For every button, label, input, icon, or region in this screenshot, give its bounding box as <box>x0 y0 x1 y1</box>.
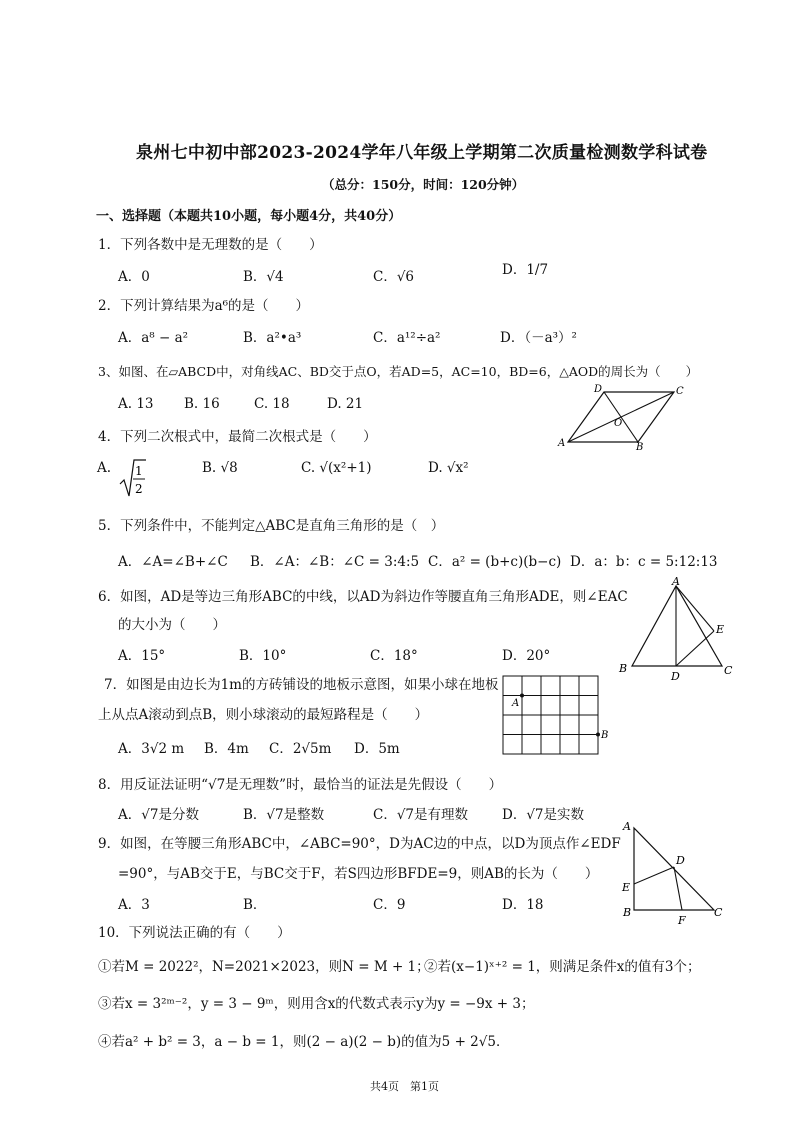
q3-label-o: O <box>614 418 623 429</box>
q2-option-c: C．a¹²÷a² <box>373 330 441 346</box>
q10-statement-3: ③若x = 3²ᵐ⁻²，y = 3 − 9ᵐ，则用含x的代数式表示y为y = −9x + 3； <box>98 996 535 1012</box>
q6-label-a: A <box>672 575 680 588</box>
q8-option-a: A．√7是分数 <box>118 807 199 823</box>
q1-option-c: C．√6 <box>373 269 415 285</box>
q6-triangle-figure <box>612 574 742 684</box>
q9-stem-line1: 9．如图，在等腰三角形ABC中，∠ABC=90°，D为AC边的中点，以D为顶点作∠EDF <box>98 836 621 852</box>
q9-triangle-figure <box>618 818 730 928</box>
q3-label-d: D <box>594 384 603 395</box>
q3-option-b: B. 16 <box>184 396 220 412</box>
q3-label-a: A <box>558 438 566 449</box>
svg-text:2: 2 <box>135 482 143 496</box>
q5-option-d: D．a：b：c = 5:12:13 <box>570 554 718 570</box>
q9-option-c: C．9 <box>373 897 406 913</box>
q3-parallelogram-figure <box>556 384 686 450</box>
q9-label-c: C <box>714 906 723 919</box>
q6-label-c: C <box>724 664 733 677</box>
q1-stem: 1．下列各数中是无理数的是（ ） <box>98 237 323 253</box>
q6-label-e: E <box>716 623 725 636</box>
q5-option-b: B．∠A：∠B：∠C = 3:4:5 <box>250 554 420 570</box>
q3-stem: 3、如图、在▱ABCD中，对角线AC、BD交于点O，若AD=5，AC=10，BD=6，△AOD的周长为（ ） <box>98 364 699 379</box>
q9-label-d: D <box>676 854 685 867</box>
q8-option-d: D．√7是实数 <box>502 807 585 823</box>
q9-stem-line2: =90°，与AB交于E，与BC交于F，若S四边形BFDE=9，则AB的长为（ ） <box>118 866 599 882</box>
q7-option-b: B．4m <box>204 741 249 757</box>
q9-option-d: D．18 <box>502 897 544 913</box>
q9-label-b: B <box>623 906 632 919</box>
q6-option-c: C．18° <box>370 648 418 664</box>
q4-option-a: A. <box>97 460 112 476</box>
q9-label-a: A <box>623 820 631 833</box>
q4-stem: 4．下列二次根式中，最简二次根式是（ ） <box>98 429 377 445</box>
q5-option-a: A．∠A=∠B+∠C <box>118 554 228 570</box>
q4-option-d: D. √x² <box>428 460 469 476</box>
q9-label-f: F <box>678 914 686 927</box>
svg-text:1: 1 <box>135 464 143 478</box>
q7-label-b: B <box>601 730 609 741</box>
q2-option-a: A．a⁸ − a² <box>118 330 189 346</box>
q6-stem-line1: 6．如图，AD是等边三角形ABC的中线，以AD为斜边作等腰直角三角形ADE，则∠EAC <box>98 589 628 605</box>
q4-option-c: C. √(x²+1) <box>301 460 372 476</box>
q6-option-d: D．20° <box>502 648 551 664</box>
q10-stem: 10．下列说法正确的有（ ） <box>98 925 291 941</box>
q3-option-d: D. 21 <box>327 396 364 412</box>
q1-option-a: A．0 <box>118 269 150 285</box>
q6-label-d: D <box>671 670 680 683</box>
q10-statement-1: ①若M = 2022²，N=2021×2023，则N = M + 1； <box>98 959 430 975</box>
q8-option-c: C．√7是有理数 <box>373 807 469 823</box>
q9-label-e: E <box>622 881 631 894</box>
exam-title: 泉州七中初中部2023-2024学年八年级上学期第二次质量检测数学科试卷 <box>136 143 708 163</box>
q9-option-a: A．3 <box>118 897 150 913</box>
page-footer: 共4页 第1页 <box>370 1080 439 1093</box>
q1-option-b: B．√4 <box>243 269 284 285</box>
q7-option-c: C．2√5m <box>269 741 332 757</box>
q3-label-b: B <box>636 442 644 450</box>
q7-stem-line1: 7．如图是由边长为1m的方砖铺设的地板示意图，如果小球在地板 <box>104 677 499 693</box>
q6-option-b: B．10° <box>239 648 287 664</box>
q3-option-a: A. 13 <box>118 396 154 412</box>
q6-label-b: B <box>619 662 628 675</box>
q10-statement-2: ②若(x−1)ˣ⁺² = 1，则满足条件x的值有3个； <box>424 959 701 975</box>
q9-option-b: B． <box>243 897 267 913</box>
section-heading: 一、选择题（本题共10小题，每小题4分，共40分） <box>96 209 402 224</box>
q4-sqrt-half-figure <box>118 458 148 498</box>
q3-label-c: C <box>676 386 684 397</box>
q7-label-a: A <box>512 698 520 709</box>
q10-statement-4: ④若a² + b² = 3，a − b = 1，则(2 − a)(2 − b)的值为5 + 2√5． <box>98 1034 510 1050</box>
q8-option-b: B．√7是整数 <box>243 807 325 823</box>
q2-option-b: B．a²•a³ <box>243 330 302 346</box>
q6-option-a: A．15° <box>118 648 166 664</box>
q2-stem: 2．下列计算结果为a⁶的是（ ） <box>98 298 310 314</box>
q1-option-d: D．1/7 <box>502 262 549 278</box>
q5-option-c: C．a² = (b+c)(b−c) <box>428 554 562 570</box>
q7-stem-line2: 上从点A滚动到点B，则小球滚动的最短路程是（ ） <box>98 707 429 723</box>
q7-option-d: D．5m <box>354 741 400 757</box>
q5-stem: 5．下列条件中，不能判定△ABC是直角三角形的是（ ） <box>98 518 445 534</box>
q6-stem-line2: 的大小为（ ） <box>118 617 226 633</box>
q8-stem: 8．用反证法证明“√7是无理数”时，最恰当的证法是先假设（ ） <box>98 777 503 793</box>
q2-option-d: D．（－a³）² <box>500 330 577 346</box>
q7-option-a: A．3√2 m <box>118 741 185 757</box>
exam-subtitle: （总分：150分，时间：120分钟） <box>322 177 525 192</box>
q3-option-c: C. 18 <box>254 396 290 412</box>
q7-tile-grid-figure <box>498 672 618 758</box>
q4-option-b: B. √8 <box>202 460 238 476</box>
